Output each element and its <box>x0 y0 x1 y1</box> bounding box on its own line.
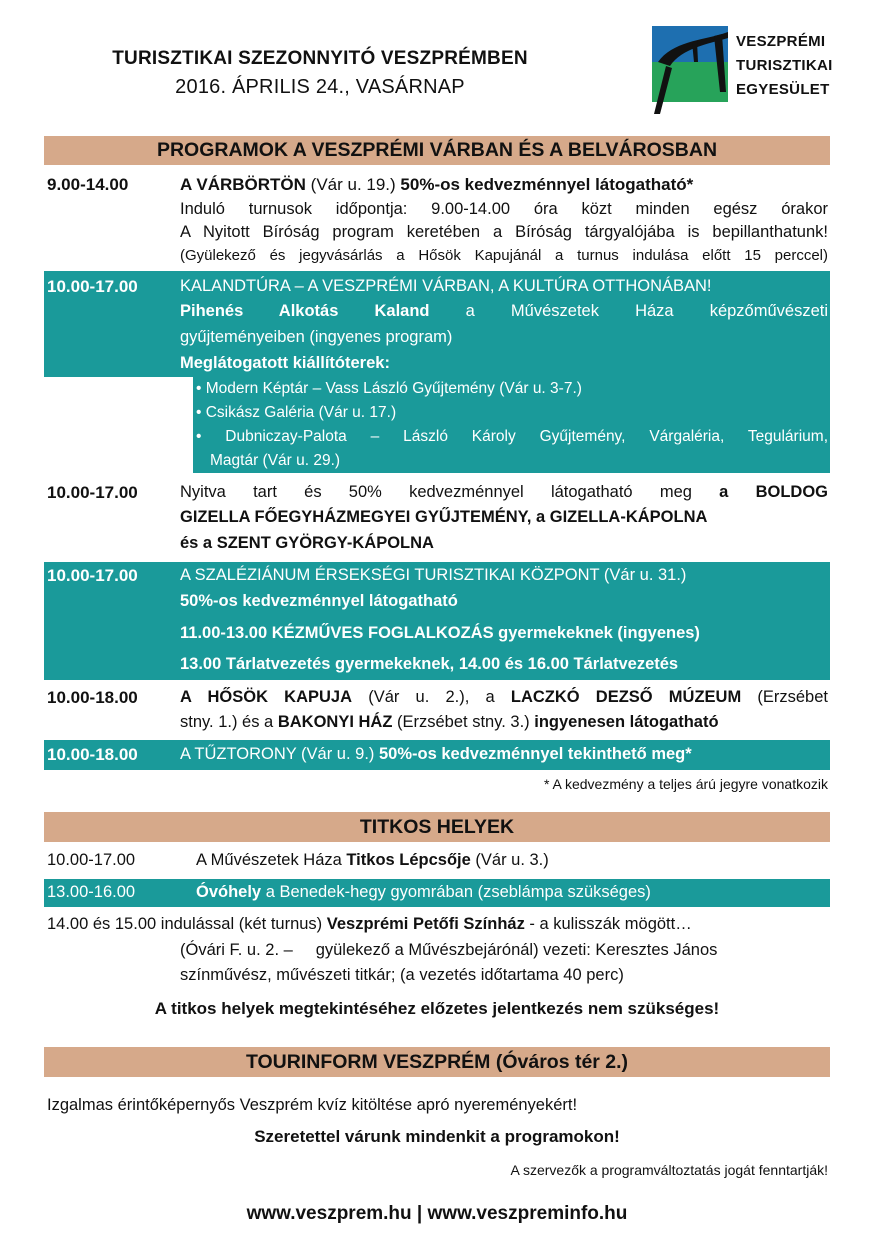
secret-place-2 <box>196 883 651 902</box>
gizella-line-1 <box>180 483 828 502</box>
szalezianum-name: A SZALÉZIÁNUM ÉRSEKSÉGI TURISZTIKAI KÖZPONT <box>180 566 600 584</box>
logo-text <box>736 30 833 102</box>
ovohely: Óvóhely <box>196 883 262 901</box>
logo-line-3: EGYESÜLET <box>736 81 830 98</box>
tuztorony-discount: 50%-os kedvezménnyel tekinthető meg* <box>378 745 692 763</box>
title-line-2 <box>90 73 550 101</box>
secret-time-2: 13.00-16.00 <box>47 883 136 901</box>
gizella-line-3: és a SZENT GYÖRGY-KÁPOLNA <box>180 534 434 552</box>
page-title <box>90 45 550 101</box>
secret-place-3-line-1 <box>47 915 692 934</box>
kalandtura-line-2 <box>180 302 828 321</box>
section-tourinform-header: TOURINFORM VESZPRÉM (Óváros tér 2.) <box>44 1047 830 1077</box>
quiz-line: Izgalmas érintőképernyős Veszprém kvíz kitöltése apró nyereményekért! <box>47 1096 578 1114</box>
event-day: VASÁRNAP <box>355 76 465 98</box>
petofi-szinhaz: Veszprémi Petőfi Színház <box>326 915 525 933</box>
program-time-szalezianum: 10.00-17.00 <box>47 566 138 585</box>
program-time-kalandtura: 10.00-17.00 <box>47 277 138 296</box>
bakonyi-haz: BAKONYI HÁZ <box>277 713 393 731</box>
welcome-line: Szeretettel várunk mindenkit a programokon! <box>254 1127 620 1146</box>
kalandtura-rest: a Művészetek Háza képzőművészeti <box>429 302 829 320</box>
website-links: www.veszprem.hu | www.veszpreminfo.hu <box>246 1203 628 1224</box>
secret-place-1-pre: A Művészetek Háza <box>196 851 347 869</box>
varborton-address: (Vár u. 19.) <box>305 175 401 194</box>
secret-place-3-line-3: színművész, művészeti titkár; (a vezetés időtartama 40 perc) <box>180 966 624 984</box>
varborton-line-2: Induló turnusok időpontja: 9.00-14.00 óra közt minden egész órakor <box>180 200 828 218</box>
program-time-varborton: 9.00-14.00 <box>47 175 129 194</box>
secret-place-1-post: (Vár u. 3.) <box>470 851 549 869</box>
free-entry: ingyenesen látogatható <box>534 713 719 731</box>
secret-place-1 <box>196 851 549 870</box>
laczko-address: (Erzsébet <box>741 688 828 706</box>
program-title-varborton <box>180 175 828 195</box>
szalezianum-line-1 <box>180 566 828 585</box>
varborton-discount: 50%-os kedvezménnyel látogatható* <box>400 175 694 194</box>
organizer-disclaimer: A szervezők a programváltoztatás jogát fenntartják! <box>510 1162 828 1178</box>
logo-line-2: TURISZTIKAI <box>736 57 833 74</box>
bullet-modern-keptar: • Modern Képtár – Vass László Gyűjtemény (Vár u. 3-7.) <box>196 380 582 397</box>
secret-time-1: 10.00-17.00 <box>47 851 136 869</box>
secret-place-2-post: a Benedek-hegy gyomrában (zseblámpa szükséges) <box>261 883 651 901</box>
bullet-dubniczay-cont: Magtár (Vár u. 29.) <box>210 452 341 469</box>
bullet-dubniczay-palota: • Dubniczay-Palota – László Károly Gyűjtemény, Várgaléria, Tegulárium, <box>196 428 828 445</box>
event-date: 2016. ÁPRILIS 24., <box>175 76 350 98</box>
bakonyi-address: (Erzsébet stny. 3.) <box>392 713 535 731</box>
secret-place-3-line-2: (Óvári F. u. 2. – gyülekező a Művészbejárónál) vezeti: Keresztes János <box>180 941 718 959</box>
section-programs-header: PROGRAMOK A VESZPRÉMI VÁRBAN ÉS A BELVÁROSBAN <box>44 136 830 165</box>
logo-line-1: VESZPRÉMI <box>736 33 826 50</box>
tuztorony-line <box>180 745 828 764</box>
no-registration-note: A titkos helyek megtekintéséhez előzetes jelentkezés nem szükséges! <box>154 999 720 1018</box>
titkos-lepcsoje: Titkos Lépcsője <box>346 851 471 869</box>
gizella-intro: Nyitva tart és 50% kedvezménnyel látogatható meg <box>180 483 720 501</box>
hosok-address: (Vár u. 2.), a <box>352 688 511 706</box>
varborton-line-4: (Gyülekező és jegyvásárlás a Hősök Kapujánál a turnus indulása előtt 15 perccel) <box>180 247 828 264</box>
hosok-line-2 <box>180 713 828 732</box>
laczko-address-cont: stny. 1.) és a <box>180 713 278 731</box>
gizella-line-2: GIZELLA FŐEGYHÁZMEGYEI GYŰJTEMÉNY, a GIZELLA-KÁPOLNA <box>180 508 708 526</box>
tuztorony-address: (Vár u. 9.) <box>296 745 379 763</box>
szalezianum-line-3: 11.00-13.00 KÉZMŰVES FOGLALKOZÁS gyermekeknek (ingyenes) <box>180 624 700 642</box>
discount-footnote: * A kedvezmény a teljes árú jegyre vonatkozik <box>543 776 828 792</box>
bullet-csikasz-galeria: • Csikász Galéria (Vár u. 17.) <box>196 404 397 421</box>
program-time-hosok-kapuja: 10.00-18.00 <box>47 688 138 707</box>
kalandtura-subhead: Meglátogatott kiállítóterek: <box>180 354 390 372</box>
laczko-muzeum: LACZKÓ DEZSŐ MÚZEUM <box>510 688 742 706</box>
varborton-name: A VÁRBÖRTÖN <box>180 175 306 194</box>
secret-place-3-post: - a kulisszák mögött… <box>524 915 692 933</box>
szalezianum-line-4: 13.00 Tárlatvezetés gyermekeknek, 14.00 és 16.00 Tárlatvezetés <box>180 655 679 673</box>
hosok-line-1 <box>180 688 828 707</box>
program-time-gizella: 10.00-17.00 <box>47 483 138 502</box>
title-line-1: TURISZTIKAI SZEZONNYITÓ VESZPRÉMBEN <box>112 48 528 69</box>
tuztorony-name: A TŰZTORONY <box>180 745 297 763</box>
program-time-tuztorony: 10.00-18.00 <box>47 745 138 764</box>
szalezianum-line-2: 50%-os kedvezménnyel látogatható <box>180 592 458 610</box>
hosok-kapuja: A HŐSÖK KAPUJA <box>180 688 353 706</box>
kalandtura-title: KALANDTÚRA – A VESZPRÉMI VÁRBAN, A KULTÚRA OTTHONÁBAN! <box>180 277 712 295</box>
kalandtura-line-3: gyűjteményeiben (ingyenes program) <box>180 328 453 346</box>
secret-place-3-pre: indulással (két turnus) <box>156 915 327 933</box>
gizella-bold: a BOLDOG <box>719 483 828 501</box>
kalandtura-bold: Pihenés Alkotás Kaland <box>180 302 430 320</box>
section-secret-places-header: TITKOS HELYEK <box>44 812 830 842</box>
szalezianum-address: (Vár u. 31.) <box>599 566 687 584</box>
varborton-line-3: A Nyitott Bíróság program keretében a Bíróság tárgyalójába is bepillanthatunk! <box>180 223 828 241</box>
secret-time-3: 14.00 és 15.00 <box>47 915 157 933</box>
